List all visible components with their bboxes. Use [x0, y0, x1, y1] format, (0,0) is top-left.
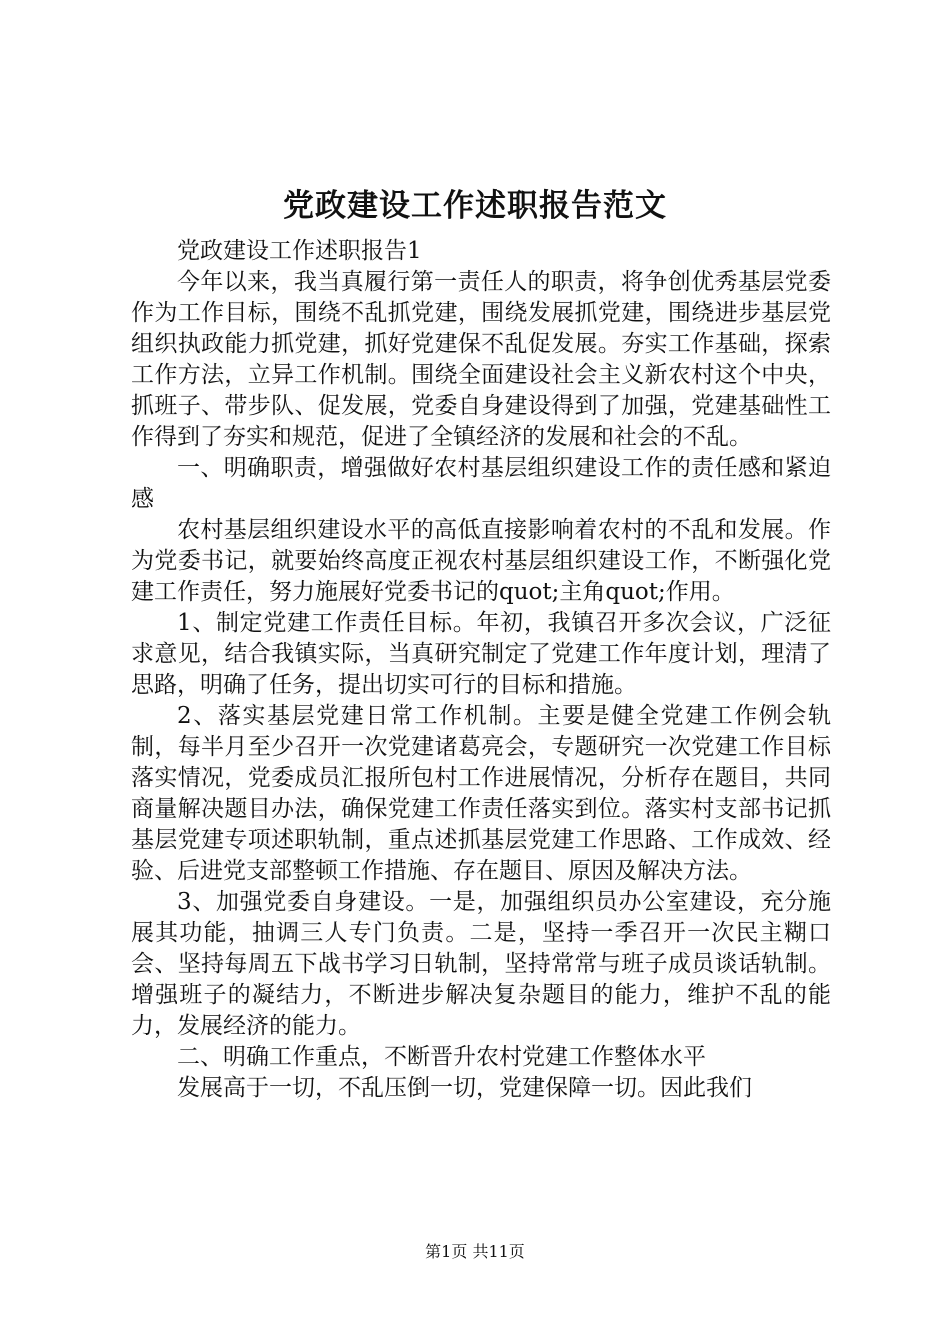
paragraph-heading: 党政建设工作述职报告1 — [177, 238, 422, 264]
document-body — [131, 236, 831, 1104]
paragraph: 2、落实基层党建日常工作机制。主要是健全党建工作例会轨制，每半月至少召开一次党建诸葛亮会，专题研究一次党建工作目标落实情况，党委成员汇报所包村工作进展情况，分析存在题目，共同商量解决题目办法，确保党建工作责任落实到位。落实村支部书记抓基层党建专项述职轨制，重点述抓基层党建工作思路、工作成效、经验、后进党支部整顿工作措施、存在题目、原因及解决方法。 — [131, 703, 831, 884]
paragraph: 3、加强党委自身建设。一是，加强组织员办公室建设，充分施展其功能，抽调三人专门负责。二是，坚持一季召开一次民主糊口会、坚持每周五下战书学习日轨制，坚持常常与班子成员谈话轨制。增强班子的凝结力，不断进步解决复杂题目的能力，维护不乱的能力，发展经济的能力。 — [131, 889, 831, 1039]
document-title: 党政建设工作述职报告范文 — [283, 188, 667, 224]
paragraph: 今年以来，我当真履行第一责任人的职责，将争创优秀基层党委作为工作目标，围绕不乱抓党建，围绕发展抓党建，围绕进步基层党组织执政能力抓党建，抓好党建保不乱促发展。夯实工作基础，探索工作方法，立异工作机制。围绕全面建设社会主义新农村这个中央，抓班子、带步队、促发展，党委自身建设得到了加强，党建基础性工作得到了夯实和规范，促进了全镇经济的发展和社会的不乱。 — [131, 269, 831, 450]
paragraph: 农村基层组织建设水平的高低直接影响着农村的不乱和发展。作为党委书记，就要始终高度正视农村基层组织建设工作，不断强化党建工作责任，努力施展好党委书记的quot;主角quot;作用。 — [131, 517, 831, 605]
paragraph: 1、制定党建工作责任目标。年初，我镇召开多次会议，广泛征求意见，结合我镇实际，当真研究制定了党建工作年度计划，理清了思路，明确了任务，提出切实可行的目标和措施。 — [131, 610, 831, 698]
page-footer: 第1页 共11页 — [425, 1242, 525, 1261]
section-heading: 二、明确工作重点，不断晋升农村党建工作整体水平 — [177, 1044, 706, 1070]
section-heading: 一、明确职责，增强做好农村基层组织建设工作的责任感和紧迫感 — [131, 455, 831, 512]
paragraph: 发展高于一切，不乱压倒一切，党建保障一切。因此我们 — [177, 1075, 752, 1101]
